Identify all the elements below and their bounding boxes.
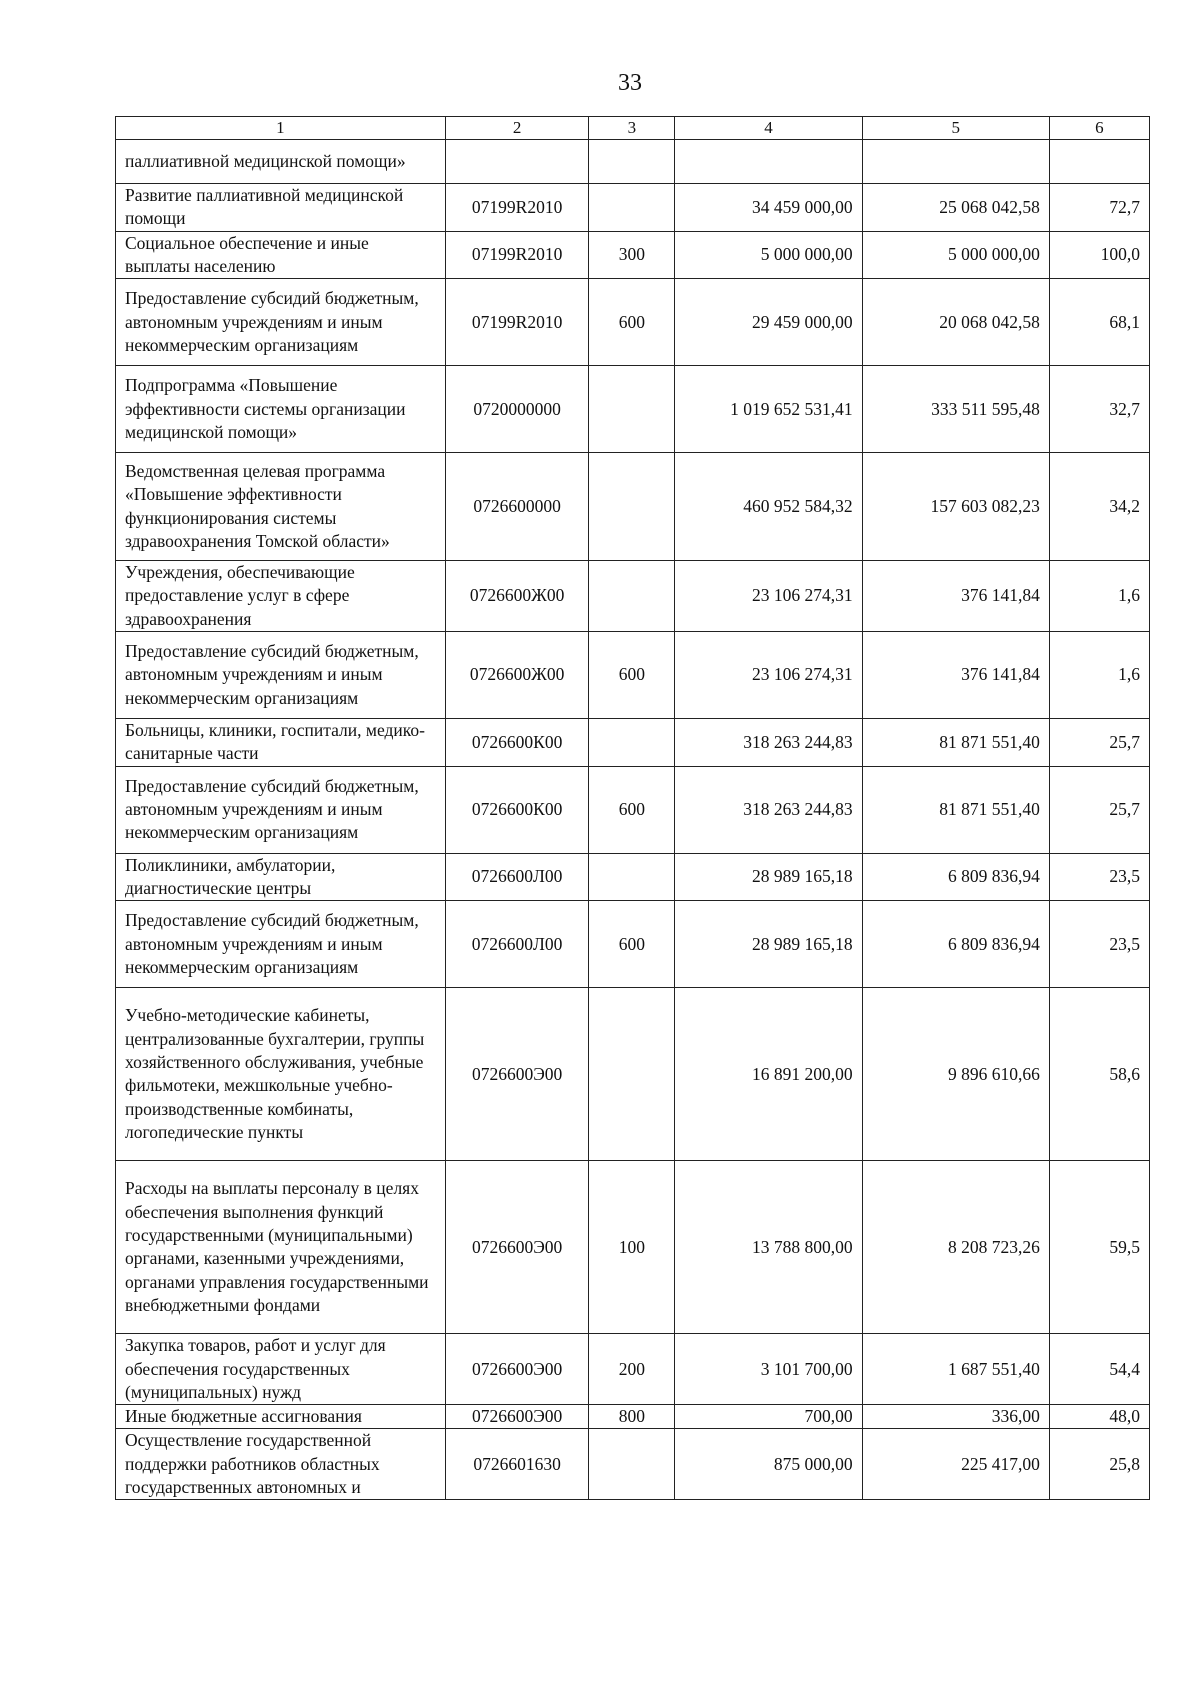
item-name-cell: Поликлиники, амбулатории, диагностические центры [116,853,446,901]
table-row [116,1429,1150,1500]
target-code-cell: 07199R2010 [445,231,589,279]
header-cell: 6 [1049,117,1149,140]
execution-percent-cell: 48,0 [1049,1405,1149,1429]
table-row [116,561,1150,632]
planned-amount-cell: 29 459 000,00 [675,279,862,366]
table-body [116,140,1150,1500]
expense-type-cell [589,1429,675,1500]
item-name-cell: Учреждения, обеспечивающие предоставление услуг в сфере здравоохранения [116,561,446,632]
execution-percent-cell: 23,5 [1049,853,1149,901]
table-row [116,366,1150,453]
table-row [116,632,1150,719]
table-row [116,988,1150,1161]
planned-amount-cell: 28 989 165,18 [675,901,862,988]
planned-amount-cell: 318 263 244,83 [675,719,862,767]
table-row [116,719,1150,767]
table-row [116,140,1150,184]
target-code-cell: 0726600К00 [445,719,589,767]
planned-amount-cell: 1 019 652 531,41 [675,366,862,453]
table-row [116,1334,1150,1405]
table-row [116,901,1150,988]
planned-amount-cell: 3 101 700,00 [675,1334,862,1405]
planned-amount-cell: 13 788 800,00 [675,1161,862,1334]
item-name-cell: Ведомственная целевая программа «Повышение эффективности функционирования системы здравоохранения Томской области» [116,453,446,561]
item-name-cell: Предоставление субсидий бюджетным, автономным учреждениям и иным некоммерческим организациям [116,766,446,853]
target-code-cell: 0726600К00 [445,766,589,853]
target-code-cell: 07199R2010 [445,184,589,232]
planned-amount-cell: 23 106 274,31 [675,561,862,632]
executed-amount-cell: 9 896 610,66 [862,988,1049,1161]
expense-type-cell: 600 [589,279,675,366]
execution-percent-cell: 72,7 [1049,184,1149,232]
item-name-cell: Учебно-методические кабинеты, централизованные бухгалтерии, группы хозяйственного обслуживания, учебные фильмотеки, межшкольные учебно-производственные комбинаты, логопедические пункты [116,988,446,1161]
expense-type-cell [589,719,675,767]
execution-percent-cell: 68,1 [1049,279,1149,366]
item-name-cell: Расходы на выплаты персоналу в целях обеспечения выполнения функций государственными (муниципальными) органами, казенными учреждениями, органами управления государственными внебюджетными фондами [116,1161,446,1334]
expense-type-cell [589,140,675,184]
executed-amount-cell: 225 417,00 [862,1429,1049,1500]
table-row [116,766,1150,853]
budget-table [115,116,1150,1500]
planned-amount-cell: 16 891 200,00 [675,988,862,1161]
planned-amount-cell: 700,00 [675,1405,862,1429]
item-name-cell: Развитие паллиативной медицинской помощи [116,184,446,232]
execution-percent-cell: 34,2 [1049,453,1149,561]
execution-percent-cell: 25,7 [1049,719,1149,767]
executed-amount-cell: 336,00 [862,1405,1049,1429]
executed-amount-cell [862,140,1049,184]
table-row [116,184,1150,232]
item-name-cell: Предоставление субсидий бюджетным, автономным учреждениям и иным некоммерческим организациям [116,901,446,988]
page-number: 33 [618,70,642,96]
target-code-cell: 0726600Э00 [445,1334,589,1405]
item-name-cell: Осуществление государственной поддержки работников областных государственных автономных и [116,1429,446,1500]
header-cell: 2 [445,117,589,140]
execution-percent-cell: 1,6 [1049,561,1149,632]
planned-amount-cell: 875 000,00 [675,1429,862,1500]
table-row [116,1161,1150,1334]
expense-type-cell: 300 [589,231,675,279]
expense-type-cell: 100 [589,1161,675,1334]
item-name-cell: Предоставление субсидий бюджетным, автономным учреждениям и иным некоммерческим организациям [116,279,446,366]
item-name-cell: Предоставление субсидий бюджетным, автономным учреждениям и иным некоммерческим организациям [116,632,446,719]
header-cell: 4 [675,117,862,140]
target-code-cell: 0726600Л00 [445,853,589,901]
planned-amount-cell: 318 263 244,83 [675,766,862,853]
execution-percent-cell: 25,8 [1049,1429,1149,1500]
execution-percent-cell: 59,5 [1049,1161,1149,1334]
item-name-cell: Больницы, клиники, госпитали, медико-санитарные части [116,719,446,767]
expense-type-cell: 600 [589,632,675,719]
executed-amount-cell: 25 068 042,58 [862,184,1049,232]
executed-amount-cell: 1 687 551,40 [862,1334,1049,1405]
executed-amount-cell: 376 141,84 [862,561,1049,632]
execution-percent-cell: 25,7 [1049,766,1149,853]
target-code-cell: 0726601630 [445,1429,589,1500]
table-row [116,1405,1150,1429]
executed-amount-cell: 6 809 836,94 [862,901,1049,988]
header-cell: 1 [116,117,446,140]
table-row [116,279,1150,366]
executed-amount-cell: 6 809 836,94 [862,853,1049,901]
target-code-cell: 07199R2010 [445,279,589,366]
item-name-cell: Социальное обеспечение и иные выплаты населению [116,231,446,279]
executed-amount-cell: 20 068 042,58 [862,279,1049,366]
table-row [116,231,1150,279]
expense-type-cell [589,853,675,901]
expense-type-cell [589,453,675,561]
executed-amount-cell: 157 603 082,23 [862,453,1049,561]
execution-percent-cell: 32,7 [1049,366,1149,453]
planned-amount-cell: 23 106 274,31 [675,632,862,719]
planned-amount-cell: 5 000 000,00 [675,231,862,279]
expense-type-cell: 600 [589,901,675,988]
execution-percent-cell: 1,6 [1049,632,1149,719]
executed-amount-cell: 333 511 595,48 [862,366,1049,453]
execution-percent-cell: 58,6 [1049,988,1149,1161]
execution-percent-cell: 23,5 [1049,901,1149,988]
target-code-cell: 0726600000 [445,453,589,561]
header-row [116,117,1150,140]
target-code-cell: 0726600Э00 [445,1405,589,1429]
table-row [116,453,1150,561]
target-code-cell [445,140,589,184]
expense-type-cell [589,988,675,1161]
target-code-cell: 0726600Л00 [445,901,589,988]
expense-type-cell [589,184,675,232]
expense-type-cell: 800 [589,1405,675,1429]
table-row [116,853,1150,901]
planned-amount-cell: 34 459 000,00 [675,184,862,232]
item-name-cell: паллиативной медицинской помощи» [116,140,446,184]
target-code-cell: 0726600Ж00 [445,632,589,719]
item-name-cell: Иные бюджетные ассигнования [116,1405,446,1429]
executed-amount-cell: 81 871 551,40 [862,766,1049,853]
header-cell: 5 [862,117,1049,140]
execution-percent-cell: 100,0 [1049,231,1149,279]
header-cell: 3 [589,117,675,140]
executed-amount-cell: 81 871 551,40 [862,719,1049,767]
executed-amount-cell: 376 141,84 [862,632,1049,719]
execution-percent-cell: 54,4 [1049,1334,1149,1405]
executed-amount-cell: 5 000 000,00 [862,231,1049,279]
planned-amount-cell [675,140,862,184]
target-code-cell: 0726600Ж00 [445,561,589,632]
executed-amount-cell: 8 208 723,26 [862,1161,1049,1334]
planned-amount-cell: 28 989 165,18 [675,853,862,901]
item-name-cell: Подпрограмма «Повышение эффективности системы организации медицинской помощи» [116,366,446,453]
planned-amount-cell: 460 952 584,32 [675,453,862,561]
expense-type-cell [589,561,675,632]
target-code-cell: 0726600Э00 [445,988,589,1161]
item-name-cell: Закупка товаров, работ и услуг для обеспечения государственных (муниципальных) нужд [116,1334,446,1405]
expense-type-cell: 200 [589,1334,675,1405]
target-code-cell: 0720000000 [445,366,589,453]
expense-type-cell [589,366,675,453]
expense-type-cell: 600 [589,766,675,853]
execution-percent-cell [1049,140,1149,184]
target-code-cell: 0726600Э00 [445,1161,589,1334]
